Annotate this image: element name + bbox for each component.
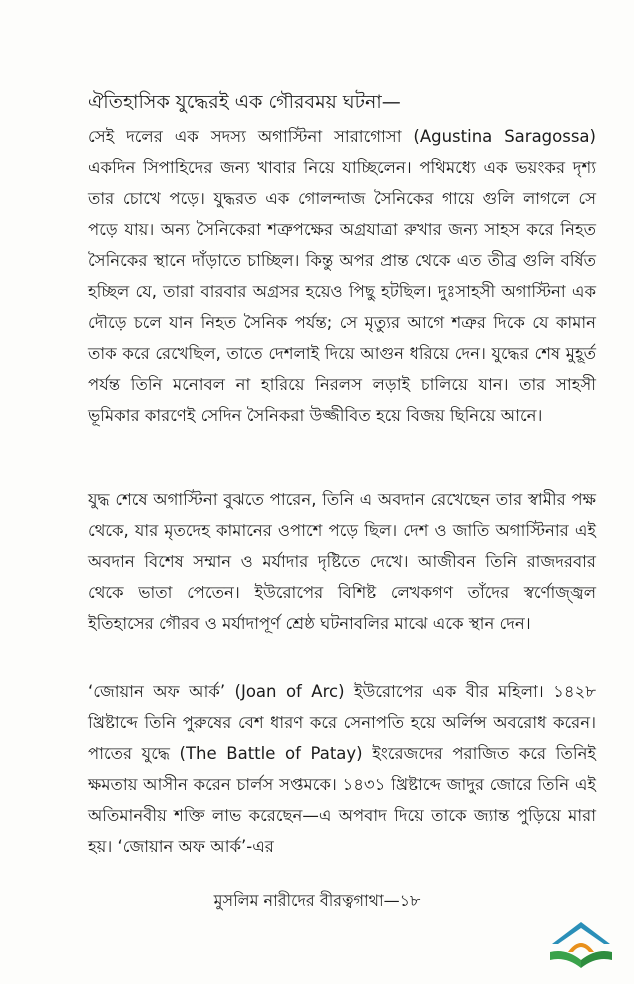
logo-book-left — [550, 951, 581, 968]
section-heading: ঐতিহাসিক যুদ্ধেরই এক গৌরবময় ঘটনা— — [88, 91, 401, 113]
paragraph-agustina: সেই দলের এক সদস্য অগাস্টিনা সারাগোসা (Agustina Saragossa) একদিন সিপাহিদের জন্য খাবার নিয়ে যাচ্ছিলেন। পথিমধ্যে এক ভয়ংকর দৃশ্য তার চোখে পড়ে। যুদ্ধরত এক গোলন্দাজ সৈনিকের গায়ে গুলি লাগলে সে পড়ে যায়। অন্য সৈনিকেরা শত্রুপক্ষের অগ্রযাত্রা রুখার জন্য সাহস করে নিহত সৈনিকের স্থানে দাঁড়াতে চাচ্ছিল। কিন্তু অপর প্রান্ত থেকে এত তীব্র গুলি বর্ষিত হচ্ছিল যে, তারা বারবার অগ্রসর হয়েও পিছু হটছিল। দুঃসাহসী অগাস্টিনা এক দৌড়ে চলে যান নিহত সৈনিক পর্যন্ত; সে মৃত্যুর আগে শত্রুর দিকে যে কামান তাক করে রেখেছিল, তাতে দেশলাই দিয়ে আগুন ধরিয়ে দেন। যুদ্ধের শেষ মুহূর্ত পর্যন্ত তিনি মনোবল না হারিয়ে নিরলস লড়াই চালিয়ে যান। তার সাহসী ভূমিকার কারণেই সেদিন সৈনিকরা উজ্জীবিত হয়ে বিজয় ছিনিয়ে আনে। — [88, 127, 596, 425]
publisher-logo-icon — [546, 918, 616, 972]
paragraph-agustina-honor: যুদ্ধ শেষে অগাস্টিনা বুঝতে পারেন, তিনি এ অবদান রেখেছেন তার স্বামীর পক্ষ থেকে, যার মৃতদেহ কামানের ওপাশে পড়ে ছিল। দেশ ও জাতি অগাস্টিনার এই অবদান বিশেষ সম্মান ও মর্যাদার দৃষ্টিতে দেখে। আজীবন তিনি রাজদরবার থেকে ভাতা পেতেন। ইউরোপের বিশিষ্ট লেখকগণ তাঁদের স্বর্ণোজ্জ্বল ইতিহাসের গৌরব ও মর্যাদাপূর্ণ শ্রেষ্ঠ ঘটনাবলির মাঝে একে স্থান দেন। — [88, 490, 596, 633]
paragraph-joan-of-arc: ‘জোয়ান অফ আর্ক’ (Joan of Arc) ইউরোপের এক বীর মহিলা। ১৪২৮ খ্রিষ্টাব্দে তিনি পুরুষের বেশ ধারণ করে সেনাপতি হয়ে অর্লিন্স অবরোধ করেন। পাতের যুদ্ধে (The Battle of Patay) ইংরেজদের পরাজিত করে তিনিই ক্ষমতায় আসীন করেন চার্লস সপ্তমকে। ১৪৩১ খ্রিষ্টাব্দে জাদুর জোরে তিনি এই অতিমানবীয় শক্তি লাভ করেছেন—এ অপবাদ দিয়ে তাকে জ্যান্ত পুড়িয়ে মারা হয়। ‘জোয়ান অফ আর্ক’-এর — [88, 682, 596, 856]
logo-arch — [568, 943, 594, 952]
logo-book-right — [581, 951, 612, 968]
page-footer: মুসলিম নারীদের বীরত্বগাথা—১৮ — [213, 891, 421, 910]
logo-roof — [552, 922, 610, 944]
